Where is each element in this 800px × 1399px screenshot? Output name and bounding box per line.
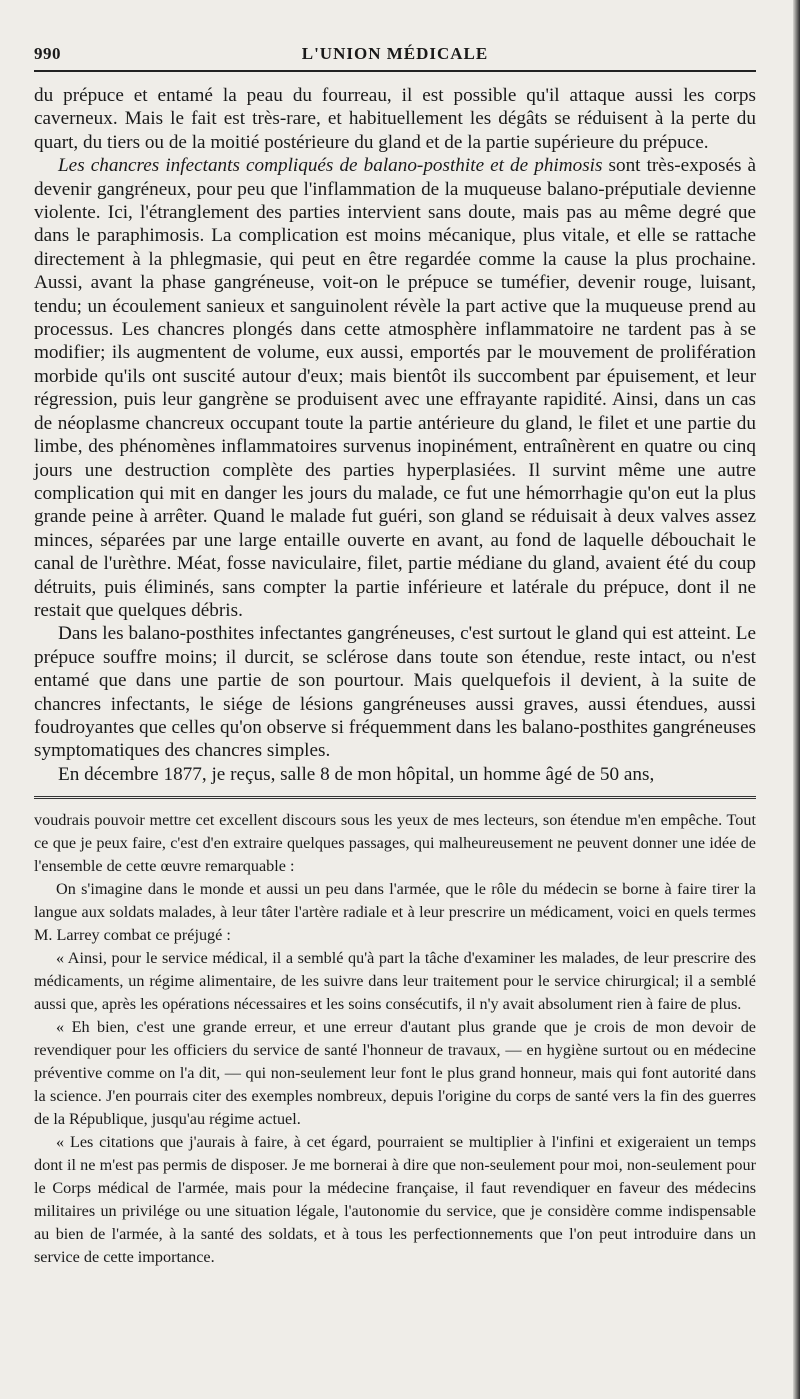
paragraph-2 — [34, 154, 756, 622]
note-quote-1: « Ainsi, pour le service médical, il a semblé qu'à part la tâche d'examiner les malades, de leur prescrire des médicaments, un régime alimentaire, de les suivre dans leur traitement pour le service chirurgical; il a semblé aussi que, après les opérations nécessaires et les soins consécutifs, il n'y avait absolument rien à faire de plus. — [34, 949, 756, 1014]
note-quote-3: « Les citations que j'aurais à faire, à cet égard, pourraient se multiplier à l'infini et exigeraient un temps dont il ne m'est pas permis de disposer. Je me bornerai à dire que non-seulement pour moi, non-seulement pour le Corps médical de l'armée, mais pour la médecine française, il faut revendiquer en faveur des médecins militaires un privilége ou une situation légale, l'autonomie du service, que je considère comme indispensable au bien de l'armée, à la santé des soldats, et à tous les perfectionnements que l'on peut introduire dans un service de cette importance. — [34, 1133, 756, 1267]
main-text — [34, 84, 756, 786]
paragraph-2-body: sont très-exposés à devenir gangréneux, pour peu que l'inflammation de la muqueuse balano-préputiale devienne violente. Ici, l'étranglement des parties intervient sans doute, mais pas au même degré que dans le paraphimosis. La complication est moins mécanique, plus vitale, et elle se rattache directement à la phlegmasie, qui peut en être regardée comme la cause la plus prochaine. Aussi, avant la phase gangréneuse, voit-on le prépuce se tuméfier, devenir rouge, luisant, tendu; un écoulement sanieux et sanguinolent révèle la part active que la muqueuse prend au processus. Les chancres plongés dans cette atmosphère inflammatoire ne tardent pas à se modifier; ils augmentent de volume, eux aussi, emportés par le mouvement de prolifération morbide qu'ils ont suscité autour d'eux; mais bientôt ils succombent par épuisement, et leur régression, puis leur gangrène se produisent avec une effrayante rapidité. Ainsi, dans un cas de néoplasme chancreux occupant toute la partie antérieure du gland, le filet et une partie du limbe, des phénomènes inflammatoires survenus inopinément, entraînèrent en quatre ou cinq jours une destruction complète des parties hyperplasiées. Il survint même une autre complication qui mit en danger les jours du malade, ce fut une hémorrhagie qu'on eut la plus grande peine à arrêter. Quand le malade fut guéri, son gland se réduisait à deux valves assez minces, séparées par une large entaille ouverte en avant, au fond de laquelle débouchait le canal de l'urèthre. Méat, fosse naviculaire, filet, partie médiane du gland, avaient été du coup détruits, puis éliminés, sans compter la partie inférieure et latérale du prépuce, dont il ne restait que quelques débris. — [34, 155, 757, 621]
note-paragraph-1: voudrais pouvoir mettre cet excellent discours sous les yeux de mes lecteurs, son étendue m'en empêche. Tout ce que je peux faire, c'est d'en extraire quelques passages, qui malheureusement ne peuvent donner une idée de l'ensemble de cette œuvre remarquable : — [34, 811, 756, 876]
page-edge-shadow — [793, 0, 800, 1399]
page-header — [34, 34, 756, 72]
page-number: 990 — [34, 44, 61, 63]
paragraph-4: En décembre 1877, je reçus, salle 8 de mon hôpital, un homme âgé de 50 ans, — [58, 763, 655, 785]
note-paragraph-2: On s'imagine dans le monde et aussi un peu dans l'armée, que le rôle du médecin se borne à faire tirer la langue aux soldats malades, à leur tâter l'artère radiale et à leur prescrire un médicament, voici en quels termes M. Larrey combat ce préjugé : — [34, 880, 756, 945]
feuilleton-notes — [34, 809, 756, 1269]
paragraph-1: du prépuce et entamé la peau du fourreau, il est possible qu'il attaque aussi les corps caverneux. Mais le fait est très-rare, et habituellement les dégâts se réduisent à la perte du quart, du tiers ou de la moitié postérieure du gland et de la partie supérieure du prépuce. — [34, 85, 756, 153]
footnote-separator — [34, 796, 756, 799]
note-quote-2: « Eh bien, c'est une grande erreur, et une erreur d'autant plus grande que je crois de mon devoir de revendiquer pour les officiers du service de santé l'honneur de travaux, — en hygiène surtout ou en médecine préventive comme on l'a dit, — qui non-seulement leur font le plus grand honneur, mais qui font autorité dans la science. J'en pourrais citer des exemples nombreux, depuis l'origine du corps de santé vers la fin des guerres de la République, jusqu'au régime actuel. — [34, 1018, 756, 1129]
running-title: L'UNION MÉDICALE — [301, 44, 489, 63]
italic-lead: Les chancres infectants compliqués de balano-posthite et de phimosis — [58, 155, 603, 177]
paragraph-3: Dans les balano-posthites infectantes gangréneuses, c'est surtout le gland qui est atteint. Le prépuce souffre moins; il durcit, se sclérose dans toute son étendue, reste intact, ou n'est entamé que dans une partie de son pourtour. Mais quelquefois il devient, à la suite de chancres infectants, le siége de lésions gangréneuses aussi graves, aussi étendues, aussi foudroyantes que celles qu'on observe si fréquemment dans les balano-posthites gangréneuses symptomatiques des chancres simples. — [34, 623, 756, 762]
